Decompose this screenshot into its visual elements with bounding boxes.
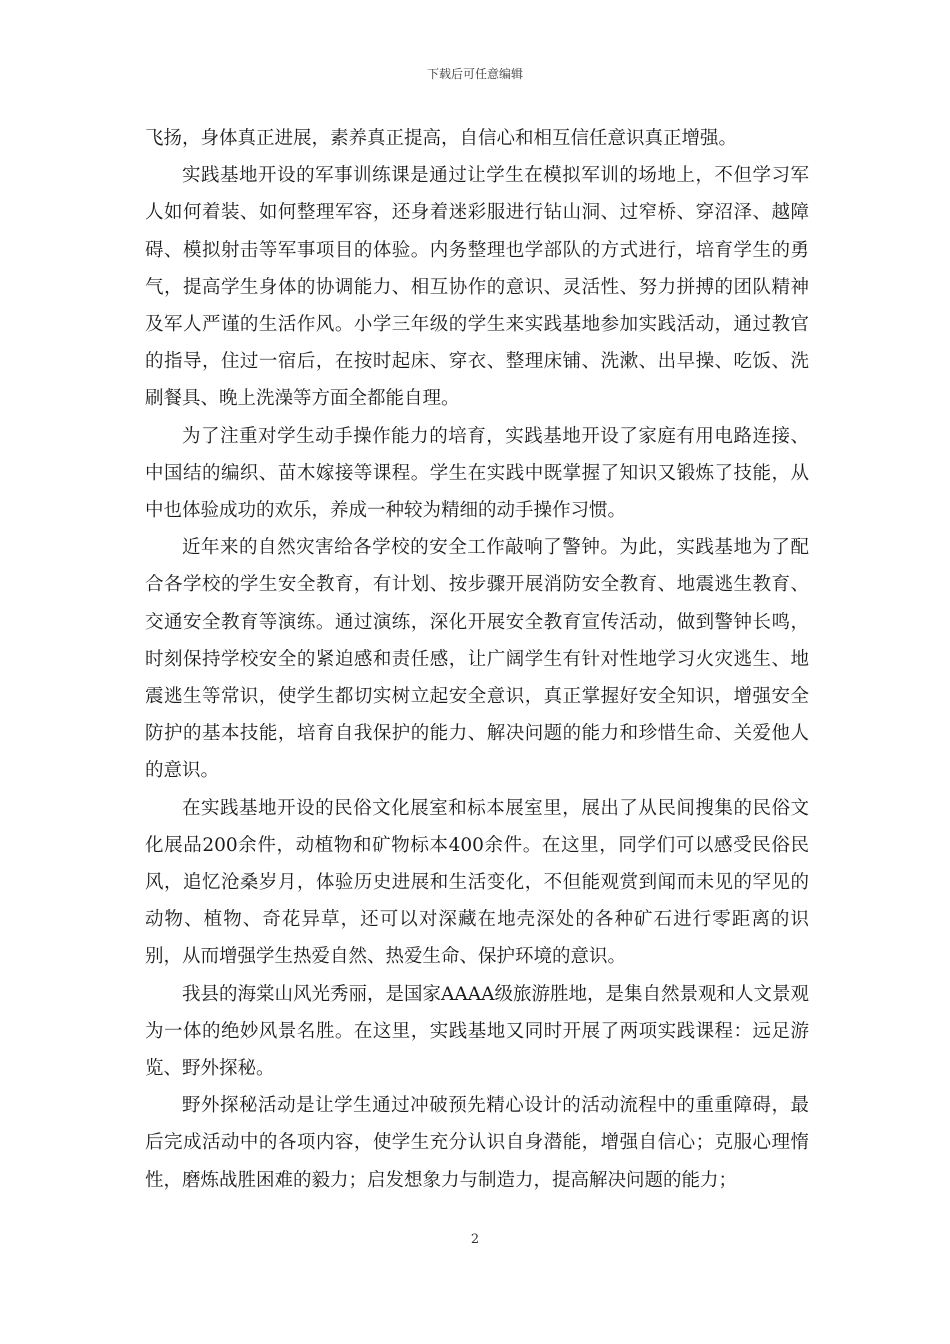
paragraph-safety-education: 近年来的自然灾害给各学校的安全工作敲响了警钟。为此，实践基地为了配合各学校的学生安全教育，有计划、按步骤开展消防安全教育、地震逃生教育、交通安全教育等演练。通过演练，深化开展安全教育宣传活动，做到警钟长鸣，时刻保持学校安全的紧迫感和责任感，让广阔学生有针对性地学习火灾逃生、地震逃生等常识，使学生都切实树立起安全意识，真正掌握好安全知识，增强安全防护的基本技能，培育自我保护的能力、解决问题的能力和珍惜生命、关爱他人的意识。 bbox=[145, 537, 809, 782]
document-body bbox=[145, 120, 809, 1199]
page-header: 下载后可任意编辑 bbox=[426, 67, 523, 81]
paragraph-field-exploration: 野外探秘活动是让学生通过冲破预先精心设计的活动流程中的重重障碍，最后完成活动中的各项内容，使学生充分认识自身潜能，增强自信心；克服心理惰性，磨炼战胜困难的毅力；启发想象力与制造力，提高解决问题的能力； bbox=[145, 1095, 809, 1191]
paragraph-1: 飞扬，身体真正进展，素养真正提高，自信心和相互信任意识真正增强。 bbox=[145, 128, 738, 149]
paragraph-haitang-mountain: 我县的海棠山风光秀丽，是国家AAAA级旅游胜地，是集自然景观和人文景观为一体的绝妙风景名胜。在这里，实践基地又同时开展了两项实践课程：远足游览、野外探秘。 bbox=[145, 983, 809, 1080]
paragraph-military-training: 实践基地开设的军事训练课是通过让学生在模拟军训的场地上，不但学习军人如何着装、如何整理军容，还身着迷彩服进行钻山洞、过窄桥、穿沼泽、越障碍、模拟射击等军事项目的体验。内务整理也学部队的方式进行，培育学生的勇气，提高学生身体的协调能力、相互协作的意识、灵活性、努力拼搏的团队精神及军人严谨的生活作风。小学三年级的学生来实践基地参加实践活动，通过教官的指导，住过一宿后，在按时起床、穿衣、整理床铺、洗漱、出早操、吃饭、洗刷餐具、晚上洗澡等方面全都能自理。 bbox=[145, 165, 809, 410]
paragraph-folk-culture-exhibit: 在实践基地开设的民俗文化展室和标本展室里，展出了从民间搜集的民俗文化展品200余件，动植物和矿物标本400余件。在这里，同学们可以感受民俗民风，追忆沧桑岁月，体验历史进展和生活变化，不但能观赏到闻而未见的罕见的动物、植物、奇花异草，还可以对深藏在地壳深处的各种矿石进行零距离的识别，从而增强学生热爱自然、热爱生命、保护环境的意识。 bbox=[145, 797, 809, 968]
page-number: 2 bbox=[470, 1232, 480, 1247]
paragraph-hands-on-skills: 为了注重对学生动手操作能力的培育，实践基地开设了家庭有用电路连接、中国结的编织、苗木嫁接等课程。学生在实践中既掌握了知识又锻炼了技能，从中也体验成功的欢乐，养成一种较为精细的动手操作习惯。 bbox=[145, 425, 809, 522]
